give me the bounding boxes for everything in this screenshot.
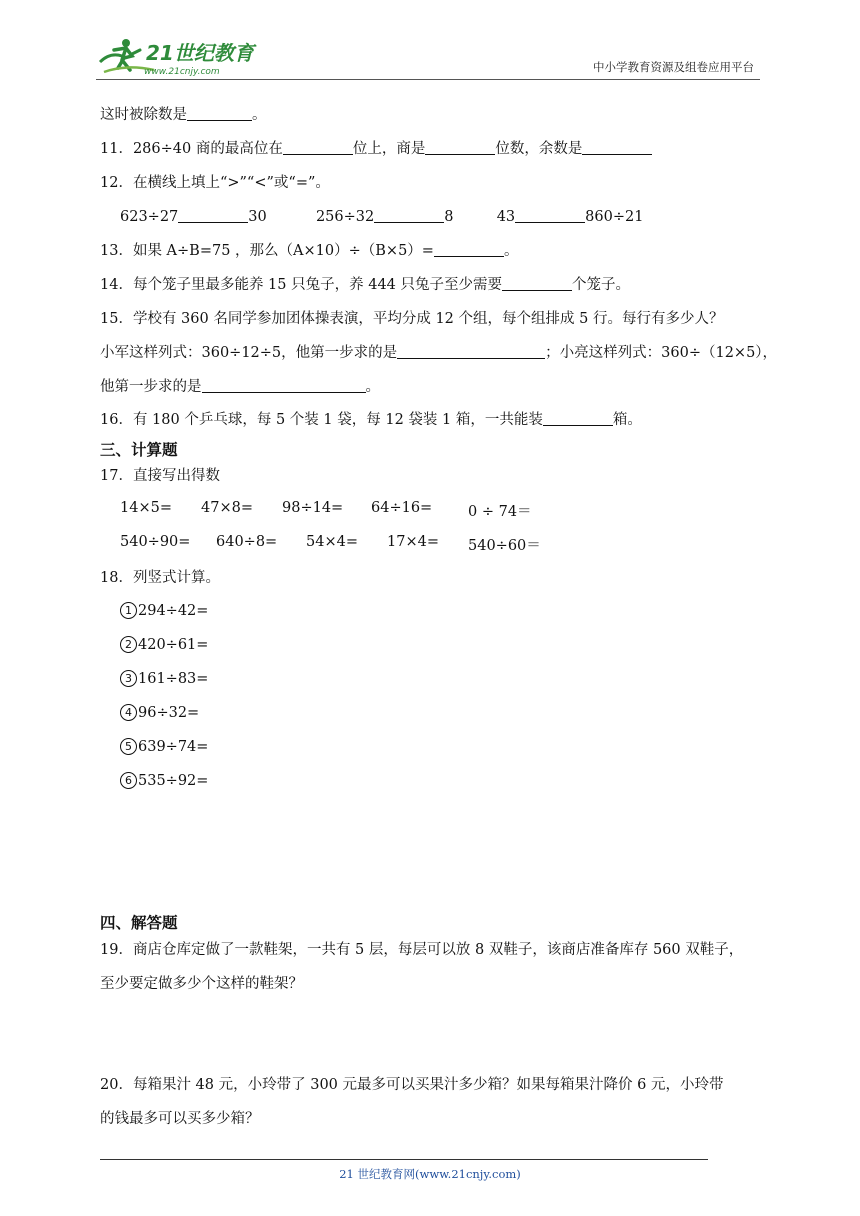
q16-end: 箱。 — [612, 412, 642, 428]
vertical-calc-item — [120, 635, 208, 655]
q14-end: 个笼子。 — [572, 277, 631, 293]
logo-text: 21世纪教育 — [146, 41, 254, 65]
compare-left: 43 — [496, 209, 516, 225]
answer-blank[interactable] — [502, 276, 572, 291]
q16-text: 16．有 180 个乒乓球，每 5 个装 1 袋，每 12 袋装 1 箱，一共能装 — [100, 412, 543, 428]
vertical-calc-item — [120, 737, 208, 757]
q14-text: 14．每个笼子里最多能养 15 只兔子，养 444 只兔子至少需要 — [100, 277, 503, 293]
item-number-badge: 1 — [120, 602, 137, 619]
answer-blank[interactable] — [283, 140, 353, 155]
mental-math-item: 0 ÷ 74＝ — [468, 504, 532, 520]
mental-math-item: 54×4= — [306, 534, 358, 550]
footer-link[interactable]: 21 世纪教育网(www.21cnjy.com) — [339, 1167, 521, 1181]
compare-left: 623÷27 — [120, 209, 179, 225]
q13-end: 。 — [503, 243, 519, 259]
mental-math-item: 17×4= — [387, 534, 439, 550]
question-19-line-1: 19．商店仓库定做了一款鞋架，一共有 5 层，每层可以放 8 双鞋子，该商店准备库存 560 双鞋子， — [100, 942, 744, 958]
q11-text-2: 位上，商是 — [352, 141, 426, 157]
section-3-heading: 三、计算题 — [100, 441, 178, 459]
question-12: 12．在横线上填上“>”“<”或“=”。 — [100, 175, 330, 191]
answer-blank[interactable] — [582, 140, 652, 155]
compare-right: 30 — [248, 209, 267, 225]
answer-blank[interactable] — [374, 208, 444, 223]
question-20-line-2: 的钱最多可以买多少箱？ — [100, 1111, 260, 1127]
vertical-calc-item — [120, 771, 208, 791]
compare-left: 256÷32 — [315, 209, 375, 225]
section-4-heading: 四、解答题 — [100, 914, 178, 932]
answer-blank[interactable] — [178, 208, 248, 223]
question-18-title: 18．列竖式计算。 — [100, 570, 220, 586]
q15-text-2a: 小军这样列式：360÷12÷5，他第一步求的是 — [100, 345, 398, 361]
calc-expression: 639÷74= — [138, 739, 209, 755]
calc-expression: 161÷83= — [138, 671, 209, 687]
mental-math-item: 640÷8= — [216, 534, 278, 550]
question-17-title: 17．直接写出得数 — [100, 468, 220, 484]
calc-expression: 294÷42= — [138, 603, 209, 619]
question-20-line-1: 20．每箱果汁 48 元，小玲带了 300 元最多可以买果汁多少箱？如果每箱果汁降价 6 元，小玲带 — [100, 1077, 724, 1093]
calc-expression: 420÷61= — [138, 637, 209, 653]
question-16 — [100, 410, 642, 430]
question-15-line-1: 15．学校有 360 名同学参加团体操表演，平均分成 12 个组，每个组排成 5 行。每行有多少人？ — [100, 311, 724, 327]
q10-end: 。 — [252, 107, 267, 123]
calc-expression: 96÷32= — [138, 705, 200, 721]
item-number-badge: 5 — [120, 738, 137, 755]
answer-blank[interactable] — [434, 242, 504, 257]
mental-math-item: 64÷16= — [371, 500, 433, 516]
question-19-line-2: 至少要定做多少个这样的鞋架？ — [100, 976, 303, 992]
answer-blank[interactable] — [425, 140, 495, 155]
question-12-items — [120, 207, 643, 227]
header-platform-text: 中小学教育资源及组卷应用平台 — [593, 60, 754, 74]
q11-text-3: 位数，余数是 — [495, 141, 583, 157]
page-header — [96, 28, 760, 80]
answer-blank[interactable] — [543, 411, 613, 426]
q15-end: 。 — [365, 379, 380, 395]
calc-expression: 535÷92= — [138, 773, 209, 789]
question-15-line-2 — [100, 343, 777, 363]
question-11 — [100, 139, 652, 159]
q15-text-2b: ；小亮这样列式：360÷（12×5）， — [545, 345, 778, 361]
site-logo[interactable] — [96, 34, 266, 78]
question-15-line-3 — [100, 377, 380, 397]
logo-graphic — [96, 34, 266, 78]
compare-right: 860÷21 — [585, 209, 644, 225]
question-10-tail — [100, 105, 267, 125]
answer-blank[interactable] — [187, 106, 252, 121]
item-number-badge: 2 — [120, 636, 137, 653]
item-number-badge: 3 — [120, 670, 137, 687]
q11-text-1: 11．286÷40 商的最高位在 — [100, 141, 283, 157]
vertical-calc-item — [120, 669, 208, 689]
answer-blank[interactable] — [397, 344, 545, 359]
footer-divider — [100, 1159, 708, 1160]
question-13 — [100, 241, 518, 261]
q15-text-3a: 他第一步求的是 — [100, 379, 202, 395]
vertical-calc-item — [120, 703, 199, 723]
mental-math-item: 14×5= — [120, 500, 172, 516]
vertical-calc-item — [120, 601, 208, 621]
q10-text: 这时被除数是 — [100, 107, 187, 123]
item-number-badge: 6 — [120, 772, 137, 789]
mental-math-item: 47×8= — [201, 500, 253, 516]
mental-math-item: 98÷14= — [282, 500, 344, 516]
answer-blank[interactable] — [515, 208, 585, 223]
logo-url: www.21cnjy.com — [144, 67, 220, 77]
mental-math-item: 540÷60＝ — [468, 538, 541, 554]
compare-right: 8 — [444, 209, 454, 225]
q13-text: 13．如果 A÷B=75 ，那么（A×10）÷（B×5）= — [100, 243, 434, 259]
question-14 — [100, 275, 630, 295]
header-divider — [96, 79, 760, 80]
mental-math-item: 540÷90= — [120, 534, 191, 550]
item-number-badge: 4 — [120, 704, 137, 721]
answer-blank[interactable] — [202, 378, 366, 393]
